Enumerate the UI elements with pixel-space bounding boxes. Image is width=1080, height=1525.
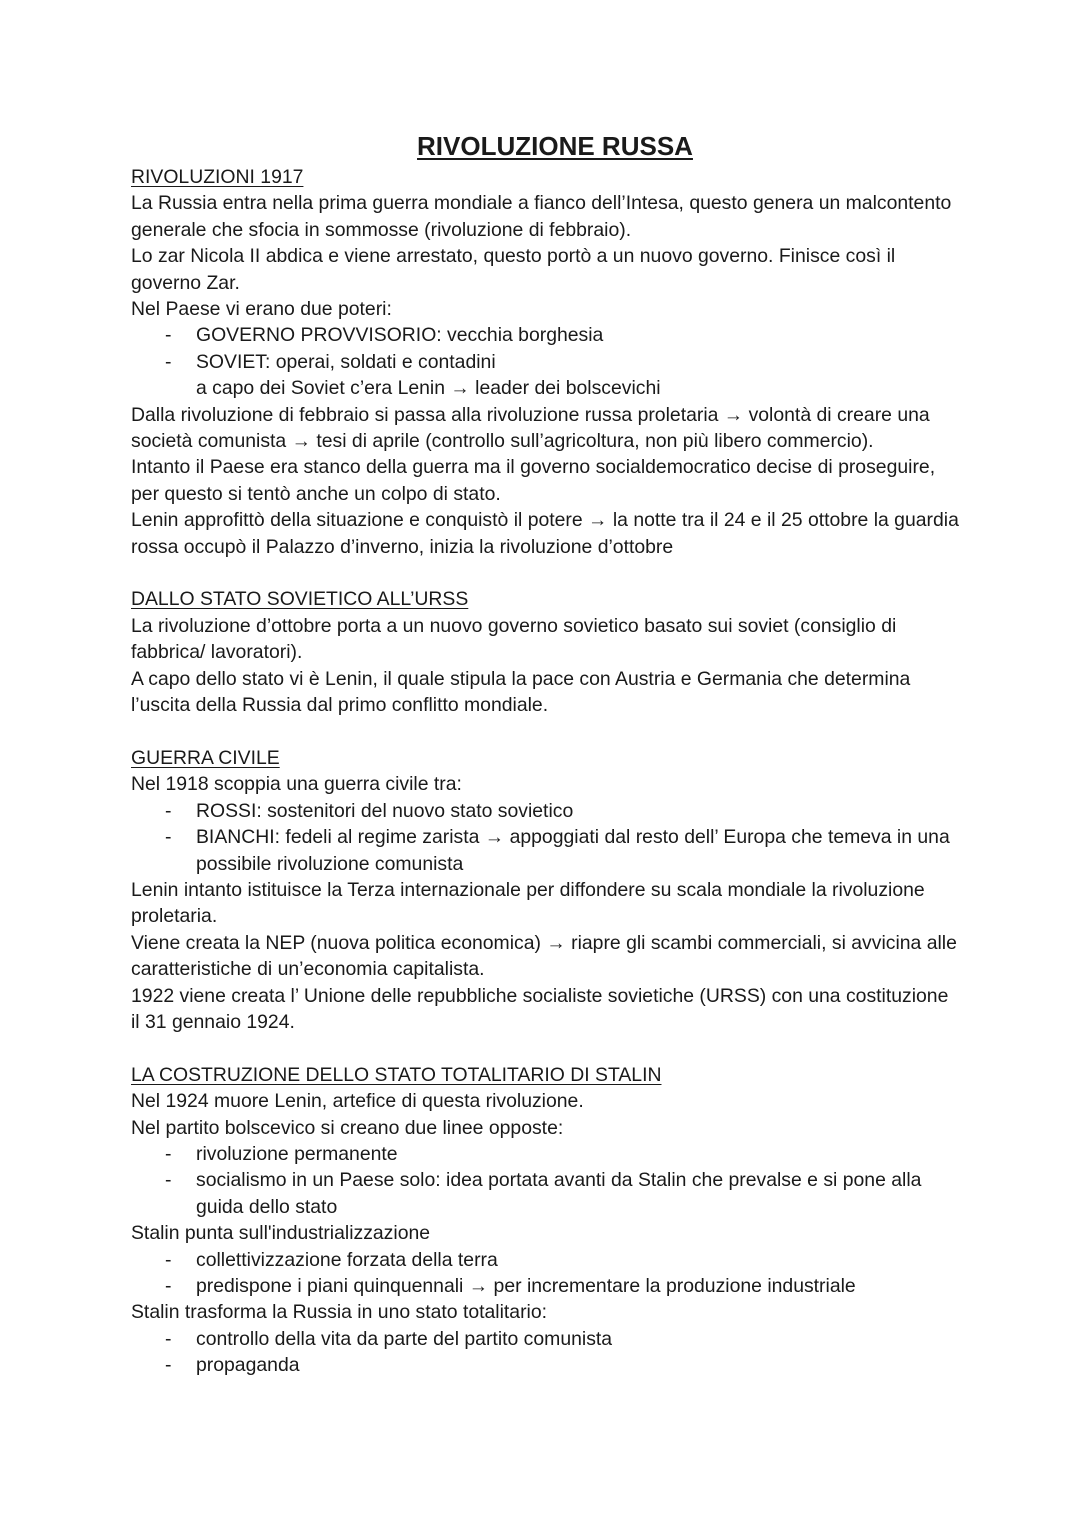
document-page [131, 128, 961, 1379]
paragraph: Intanto il Paese era stanco della guerra ma il governo socialdemocratico decise di proseguire, per questo si tentò anche un colpo di stato. [131, 456, 936, 505]
document-title: RIVOLUZIONE RUSSA [417, 131, 693, 161]
list-continuation: a capo dei Soviet c’era Lenin → leader dei bolscevichi [196, 377, 661, 400]
list-item: - rivoluzione permanente [131, 1141, 961, 1167]
paragraph: Lenin intanto istituisce la Terza internazionale per diffondere su scala mondiale la rivoluzione proletaria. [131, 878, 925, 928]
bullet-list [131, 1326, 961, 1379]
list-item: - ROSSI: sostenitori del nuovo stato sovietico [131, 798, 961, 824]
bullet-list [131, 322, 961, 375]
paragraph: La rivoluzione d’ottobre porta a un nuovo governo sovietico basato sui soviet (consiglio di fabbrica/ lavoratori). [131, 614, 897, 664]
list-item: - predispone i piani quinquennali → per incrementare la produzione industriale [131, 1273, 961, 1299]
bullet-list [131, 798, 961, 877]
section-stato-sovietico [131, 586, 961, 718]
section-heading: GUERRA CIVILE [131, 746, 280, 769]
list-item: - controllo della vita da parte del partito comunista [131, 1326, 961, 1352]
section-rivoluzioni-1917 [131, 164, 961, 560]
paragraph: Stalin punta sull'industrializzazione [131, 1222, 431, 1245]
list-item: - socialismo in un Paese solo: idea portata avanti da Stalin che prevalse e si pone alla guida dello stato [131, 1167, 961, 1220]
list-item: - SOVIET: operai, soldati e contadini [131, 349, 961, 375]
section-heading: RIVOLUZIONI 1917 [131, 166, 304, 188]
section-stato-totalitario-stalin [131, 1062, 961, 1379]
list-item: - propaganda [131, 1352, 961, 1378]
paragraph: Nel 1918 scoppia una guerra civile tra: [131, 773, 462, 796]
list-item: - collettivizzazione forzata della terra [131, 1247, 961, 1273]
paragraph: Nel Paese vi erano due poteri: [131, 298, 392, 321]
section-guerra-civile [131, 745, 961, 1035]
paragraph: A capo dello stato vi è Lenin, il quale stipula la pace con Austria e Germania che determina l’uscita della Russia dal primo conflitto mondiale. [131, 667, 911, 717]
paragraph: Stalin trasforma la Russia in uno stato totalitario: [131, 1301, 548, 1324]
paragraph: 1922 viene creata l’ Unione delle repubbliche socialiste sovietiche (URSS) con una costituzione il 31 gennaio 1924. [131, 984, 949, 1033]
paragraph: La Russia entra nella prima guerra mondiale a fianco dell’Intesa, questo genera un malcontento generale che sfocia in sommosse (rivoluzione di febbraio). [131, 192, 952, 241]
list-item: - BIANCHI: fedeli al regime zarista → appoggiati dal resto dell’ Europa che temeva in una possibile rivoluzione comunista [131, 824, 961, 877]
bullet-list [131, 1247, 961, 1300]
paragraph: Nel partito bolscevico si creano due linee opposte: [131, 1116, 564, 1139]
paragraph: Viene creata la NEP (nuova politica economica) → riapre gli scambi commerciali, si avvicina alle caratteristiche di un’economia capitalista. [131, 931, 957, 981]
paragraph: Lenin approfittò della situazione e conquistò il potere → la notte tra il 24 e il 25 ottobre la guardia rossa occupò il Palazzo d’inverno, inizia la rivoluzione d’ottobre [131, 509, 959, 558]
section-heading: DALLO STATO SOVIETICO ALL’URSS [131, 588, 469, 611]
bullet-list [131, 1141, 961, 1220]
paragraph: Dalla rivoluzione di febbraio si passa alla rivoluzione russa proletaria → volontà di creare una società comunista → tesi di aprile (controllo sull’agricoltura, non più libero commercio). [131, 403, 930, 453]
section-heading: LA COSTRUZIONE DELLO STATO TOTALITARIO DI STALIN [131, 1063, 662, 1086]
paragraph: Lo zar Nicola II abdica e viene arrestato, questo portò a un nuovo governo. Finisce così il governo Zar. [131, 245, 896, 294]
list-item: - GOVERNO PROVVISORIO: vecchia borghesia [131, 322, 961, 348]
paragraph: Nel 1924 muore Lenin, artefice di questa rivoluzione. [131, 1090, 584, 1113]
